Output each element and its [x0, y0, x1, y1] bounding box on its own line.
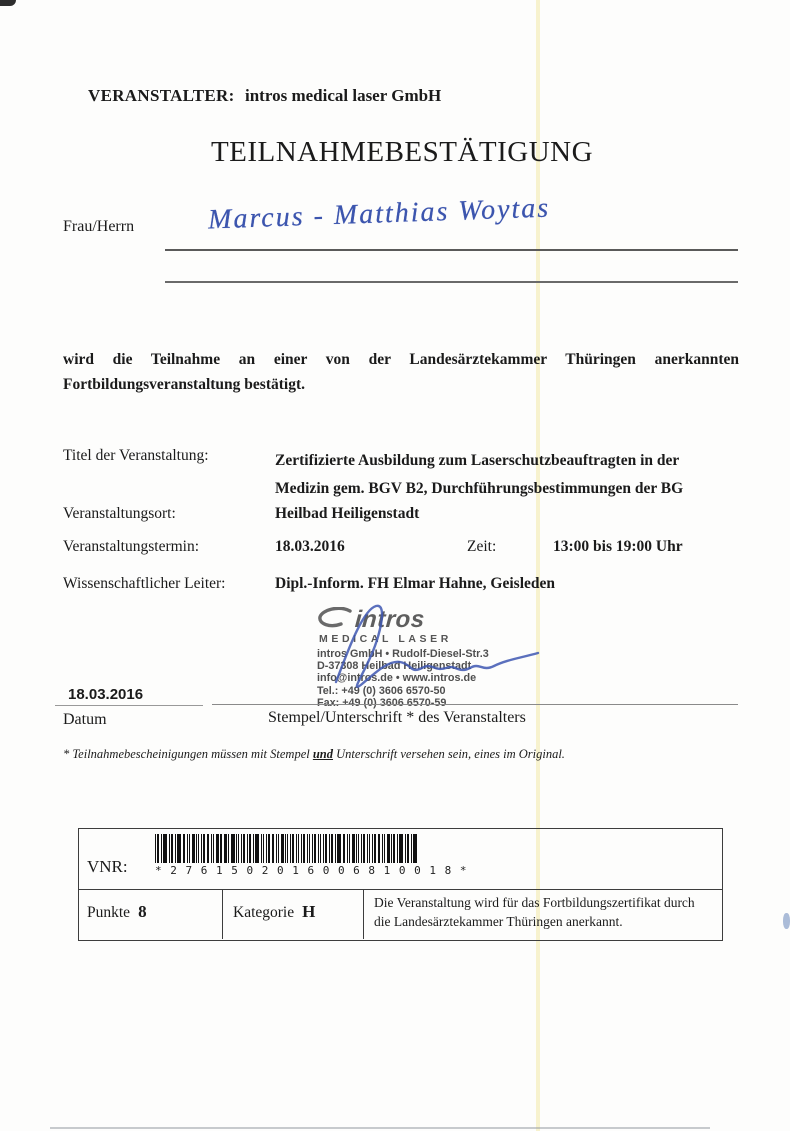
scan-artifact-bottom-edge [50, 1127, 710, 1129]
footnote-emphasis: und [312, 747, 334, 761]
event-title-line1: Zertifizierte Ausbildung zum Laserschutzbeauftragten in der [275, 452, 680, 469]
stamp-caption: Stempel/Unterschrift * des Veranstalters [268, 709, 526, 726]
name-underline [165, 249, 738, 251]
stamp-line-tel: Tel.: +49 (0) 3606 6570-50 [317, 684, 446, 697]
scan-artifact-fold-line [536, 0, 540, 1131]
event-location-label: Veranstaltungsort: [63, 505, 176, 522]
company-stamp [303, 608, 563, 709]
points-category-row [79, 890, 722, 939]
date-underline [55, 705, 203, 706]
stamp-line-city: D-37308 Heilbad Heiligenstadt [317, 660, 472, 673]
stamp-line-fax: Fax: +49 (0) 3606 6570-59 [317, 696, 447, 709]
event-date-label: Veranstaltungstermin: [63, 538, 200, 555]
event-leader-value: Dipl.-Inform. FH Elmar Hahne, Geisleden [275, 575, 556, 592]
barcode-text: * 2 7 6 1 5 0 2 0 1 6 0 0 6 8 1 0 0 1 8 * [155, 864, 468, 877]
category-label: Kategorie [233, 904, 295, 921]
organizer-name: intros medical laser GmbH [245, 86, 442, 105]
event-title-label: Titel der Veranstaltung: [63, 447, 209, 464]
vnr-row [79, 829, 722, 890]
issue-date: 18.03.2016 [68, 686, 144, 703]
event-location-value: Heilbad Heiligenstadt [275, 505, 420, 522]
stamp-logo-subtext: MEDICAL LASER [319, 633, 452, 645]
stamp-logo [317, 608, 563, 632]
category-cell [223, 890, 364, 939]
stamp-line-web: info@intros.de • www.intros.de [317, 672, 477, 685]
organizer-label: VERANSTALTER: [88, 86, 235, 105]
barcode-bars [155, 834, 417, 863]
footnote-suffix: Unterschrift versehen sein, eines im Original. [333, 747, 565, 761]
vnr-table [78, 828, 723, 941]
event-time-label: Zeit: [467, 538, 497, 555]
intros-swoosh-icon [317, 607, 353, 634]
event-title-line2: Medizin gem. BGV B2, Durchführungsbestimmungen der BG [275, 480, 684, 498]
points-cell [79, 890, 223, 939]
vnr-barcode [155, 834, 468, 877]
document-title: TEILNAHMEBESTÄTIGUNG [210, 136, 594, 168]
scan-artifact-ink-smudge [783, 913, 790, 929]
footnote [63, 747, 623, 762]
event-date-value: 18.03.2016 [275, 538, 345, 555]
event-title-value [275, 447, 737, 503]
recognition-note: Die Veranstaltung wird für das Fortbildungszertifikat durch die Landesärztekammer Thüringen anerkannt. [374, 895, 695, 929]
stamp-line-company: intros GmbH • Rudolf-Diesel-Str.3 [317, 648, 489, 660]
name-underline-2 [165, 281, 738, 283]
points-value: 8 [138, 902, 147, 921]
stamp-underline [212, 704, 738, 705]
scan-artifact-corner [0, 0, 16, 6]
stamp-logo-text: intros [354, 606, 426, 633]
salutation-label: Frau/Herrn [63, 218, 135, 235]
event-leader-label: Wissenschaftlicher Leiter: [63, 575, 226, 592]
category-value: H [302, 902, 316, 921]
participant-handwritten-name: Marcus - Matthias Woytas [207, 192, 551, 236]
footnote-prefix: * Teilnahmebescheinigungen müssen mit Stempel [63, 747, 313, 761]
confirmation-text: wird die Teilnahme an einer von der Landesärztekammer Thüringen anerkannten Fortbildungsveranstaltung bestätigt. [63, 351, 739, 393]
date-caption: Datum [63, 711, 107, 728]
event-time-value: 13:00 bis 19:00 Uhr [553, 538, 683, 555]
vnr-label: VNR: [87, 857, 128, 876]
points-label: Punkte [87, 904, 131, 921]
stamp-address-block [317, 648, 563, 709]
